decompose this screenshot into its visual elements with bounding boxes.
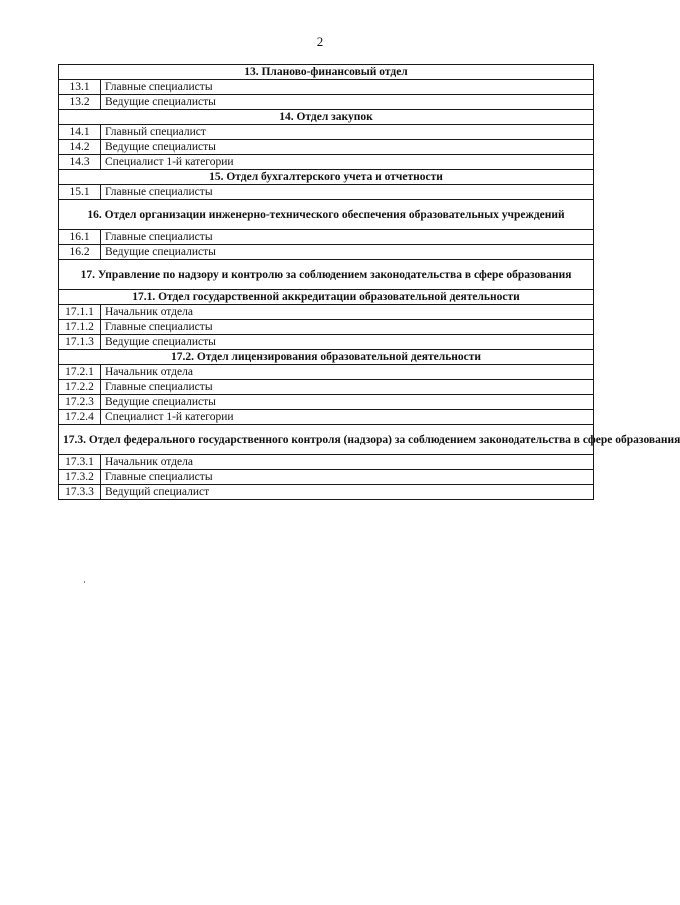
item-number: 13.1	[59, 80, 101, 95]
table-body	[59, 65, 680, 500]
scan-artifact	[84, 581, 85, 583]
section-title: 13. Планово-финансовый отдел	[59, 65, 594, 80]
table-row	[59, 155, 594, 170]
position-title: Ведущие специалисты	[101, 395, 594, 410]
section-header-row	[59, 260, 594, 290]
table-row	[59, 95, 594, 110]
section-title: 15. Отдел бухгалтерского учета и отчетности	[59, 170, 594, 185]
item-number: 16.1	[59, 230, 101, 245]
position-title: Главные специалисты	[101, 380, 594, 395]
item-number: 15.1	[59, 185, 101, 200]
table-row	[59, 455, 594, 470]
table-row	[59, 320, 594, 335]
position-title: Ведущие специалисты	[101, 140, 594, 155]
position-title: Главные специалисты	[101, 185, 594, 200]
position-title: Специалист 1-й категории	[101, 410, 594, 425]
item-number: 14.2	[59, 140, 101, 155]
item-number: 17.1.2	[59, 320, 101, 335]
table-row	[59, 125, 594, 140]
table-row	[59, 305, 594, 320]
position-title: Начальник отдела	[101, 365, 594, 380]
section-title: 14. Отдел закупок	[59, 110, 594, 125]
page-number: 2	[316, 34, 324, 49]
position-title: Главные специалисты	[101, 230, 594, 245]
table-row	[59, 185, 594, 200]
position-title: Главные специалисты	[101, 80, 594, 95]
table-row	[59, 365, 594, 380]
section-header-row	[59, 290, 594, 305]
position-title: Специалист 1-й категории	[101, 155, 594, 170]
section-title: 17.3. Отдел федерального государственного контроля (надзора) за соблюдением законодательства в сфере образования	[59, 425, 594, 455]
table-row	[59, 80, 594, 95]
table-row	[59, 335, 594, 350]
item-number: 17.2.2	[59, 380, 101, 395]
position-title: Ведущий специалист	[101, 485, 594, 500]
item-number: 17.2.4	[59, 410, 101, 425]
item-number: 17.1.1	[59, 305, 101, 320]
position-title: Главные специалисты	[101, 470, 594, 485]
table-row	[59, 380, 594, 395]
item-number: 17.3.2	[59, 470, 101, 485]
item-number: 17.3.3	[59, 485, 101, 500]
item-number: 17.2.1	[59, 365, 101, 380]
section-header-row	[59, 350, 594, 365]
item-number: 17.3.1	[59, 455, 101, 470]
table-row	[59, 410, 594, 425]
position-title: Главный специалист	[101, 125, 594, 140]
table-row	[59, 395, 594, 410]
position-title: Начальник отдела	[101, 455, 594, 470]
item-number: 14.1	[59, 125, 101, 140]
table-row	[59, 485, 594, 500]
position-title: Ведущие специалисты	[101, 245, 594, 260]
section-title: 17.2. Отдел лицензирования образовательной деятельности	[59, 350, 594, 365]
section-title: 17.1. Отдел государственной аккредитации образовательной деятельности	[59, 290, 594, 305]
section-header-row	[59, 65, 594, 80]
table-row	[59, 245, 594, 260]
item-number: 13.2	[59, 95, 101, 110]
item-number: 14.3	[59, 155, 101, 170]
section-header-row	[59, 170, 594, 185]
table-row	[59, 470, 594, 485]
section-header-row	[59, 200, 594, 230]
table-row	[59, 140, 594, 155]
item-number: 17.2.3	[59, 395, 101, 410]
item-number: 16.2	[59, 245, 101, 260]
position-title: Ведущие специалисты	[101, 335, 594, 350]
staff-positions-table	[58, 64, 680, 500]
section-header-row	[59, 110, 594, 125]
table-row	[59, 230, 594, 245]
position-title: Начальник отдела	[101, 305, 594, 320]
section-header-row	[59, 425, 594, 455]
section-title: 16. Отдел организации инженерно-технического обеспечения образовательных учреждений	[59, 200, 594, 230]
position-title: Главные специалисты	[101, 320, 594, 335]
section-title: 17. Управление по надзору и контролю за соблюдением законодательства в сфере образования	[59, 260, 594, 290]
position-title: Ведущие специалисты	[101, 95, 594, 110]
item-number: 17.1.3	[59, 335, 101, 350]
